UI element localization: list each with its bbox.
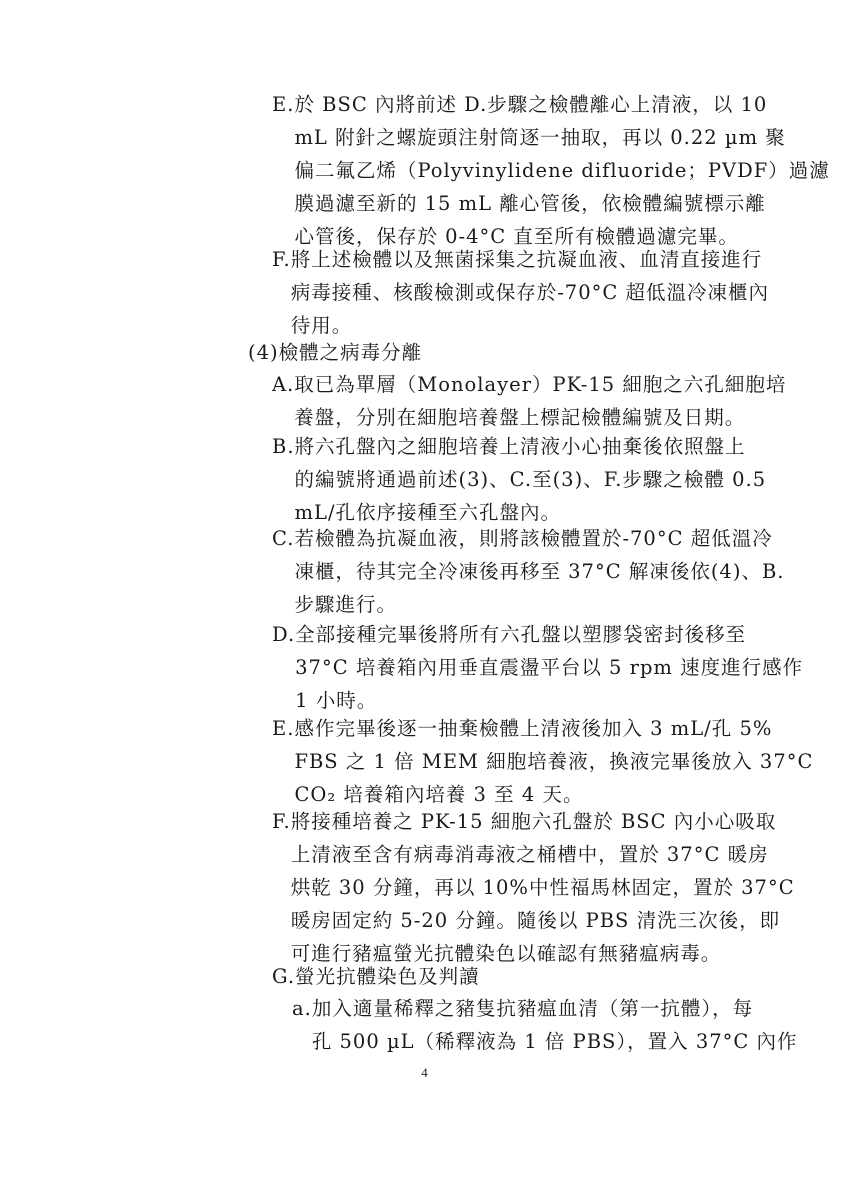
step-4-G-a — [292, 992, 798, 1058]
text-line: 的編號將通過前述(3)、C.至(3)、F.步驟之檢體 0.5 — [294, 468, 767, 491]
text-line: 將接種培養之 PK-15 細胞六孔盤於 BSC 內小心吸取 — [290, 810, 777, 833]
item-label: F. — [272, 810, 291, 833]
step-3-F — [272, 243, 769, 342]
step-3-E — [272, 88, 830, 253]
text-line: 孔 500 µL（稀釋液為 1 倍 PBS），置入 37°C 內作 — [311, 1030, 798, 1053]
text-line: 暖房固定約 5-20 分鐘。隨後以 PBS 清洗三次後，即 — [290, 909, 781, 932]
text-line: 偏二氟乙烯（Polyvinylidene difluoride；PVDF）過濾 — [294, 159, 830, 182]
item-label: E. — [272, 93, 295, 116]
text-line: 待用。 — [290, 314, 353, 337]
text-line: 步驟進行。 — [294, 593, 397, 616]
step-4-D — [272, 618, 804, 717]
text-line: 養盤，分別在細胞培養盤上標記檢體編號及日期。 — [294, 406, 746, 429]
text-line: 心管後，保存於 0-4°C 直至所有檢體過濾完畢。 — [294, 225, 739, 248]
item-label: E. — [272, 717, 295, 740]
text-line: 將六孔盤內之細胞培養上清液小心抽棄後依照盤上 — [294, 435, 746, 458]
text-line: 37°C 培養箱內用垂直震盪平台以 5 rpm 速度進行感作 — [295, 656, 804, 679]
text-line: 病毒接種、核酸檢測或保存於-70°C 超低溫冷凍櫃內 — [290, 281, 769, 304]
text-line: 加入適量稀釋之豬隻抗豬瘟血清（第一抗體），每 — [311, 997, 754, 1020]
item-label: B. — [272, 435, 295, 458]
step-4-G — [272, 960, 742, 993]
text-line: 將上述檢體以及無菌採集之抗凝血液、血清直接進行 — [290, 248, 763, 271]
step-4-C — [272, 522, 785, 621]
text-line: 感作完畢後逐一抽棄檢體上清液後加入 3 mL/孔 5% — [294, 717, 773, 740]
text-line: 取已為單層（Monolayer）PK-15 細胞之六孔細胞培 — [294, 373, 787, 396]
item-label: C. — [272, 527, 295, 550]
step-4-E — [272, 712, 814, 811]
item-label: A. — [272, 373, 295, 396]
page-number: 4 — [421, 1065, 428, 1080]
item-label: F. — [272, 248, 291, 271]
text-line: 若檢體為抗凝血液，則將該檢體置於-70°C 超低溫冷 — [294, 527, 773, 550]
item-label: G. — [272, 965, 296, 988]
text-line: CO₂ 培養箱內培養 3 至 4 天。 — [294, 783, 584, 806]
text-line: 全部接種完畢後將所有六孔盤以塑膠袋密封後移至 — [295, 623, 747, 646]
item-label: D. — [272, 623, 296, 646]
text-line: mL/孔依序接種至六孔盤內。 — [294, 501, 562, 524]
section-heading: (4)檢體之病毒分離 — [248, 341, 423, 364]
text-line: mL 附針之螺旋頭注射筒逐一抽取，再以 0.22 µm 聚 — [294, 126, 786, 149]
item-label: a. — [292, 997, 312, 1020]
step-4-F — [272, 805, 795, 970]
step-4-B — [272, 430, 767, 529]
text-line: 上清液至含有病毒消毒液之桶槽中，置於 37°C 暖房 — [290, 843, 769, 866]
text-line: 1 小時。 — [295, 689, 378, 712]
step-4-A — [272, 368, 787, 434]
text-line: 於 BSC 內將前述 D.步驟之檢體離心上清液，以 10 — [294, 93, 768, 116]
text-line: FBS 之 1 倍 MEM 細胞培養液，換液完畢後放入 37°C — [294, 750, 814, 773]
text-line: 凍櫃，待其完全冷凍後再移至 37°C 解凍後依(4)、B. — [294, 560, 785, 583]
text-line: 膜過濾至新的 15 mL 離心管後，依檢體編號標示離 — [294, 192, 766, 215]
subsection-heading: 螢光抗體染色及判讀 — [295, 965, 480, 988]
text-line: 烘乾 30 分鐘，再以 10%中性福馬林固定，置於 37°C — [290, 876, 795, 899]
text-line: 可進行豬瘟螢光抗體染色以確認有無豬瘟病毒。 — [290, 942, 722, 965]
